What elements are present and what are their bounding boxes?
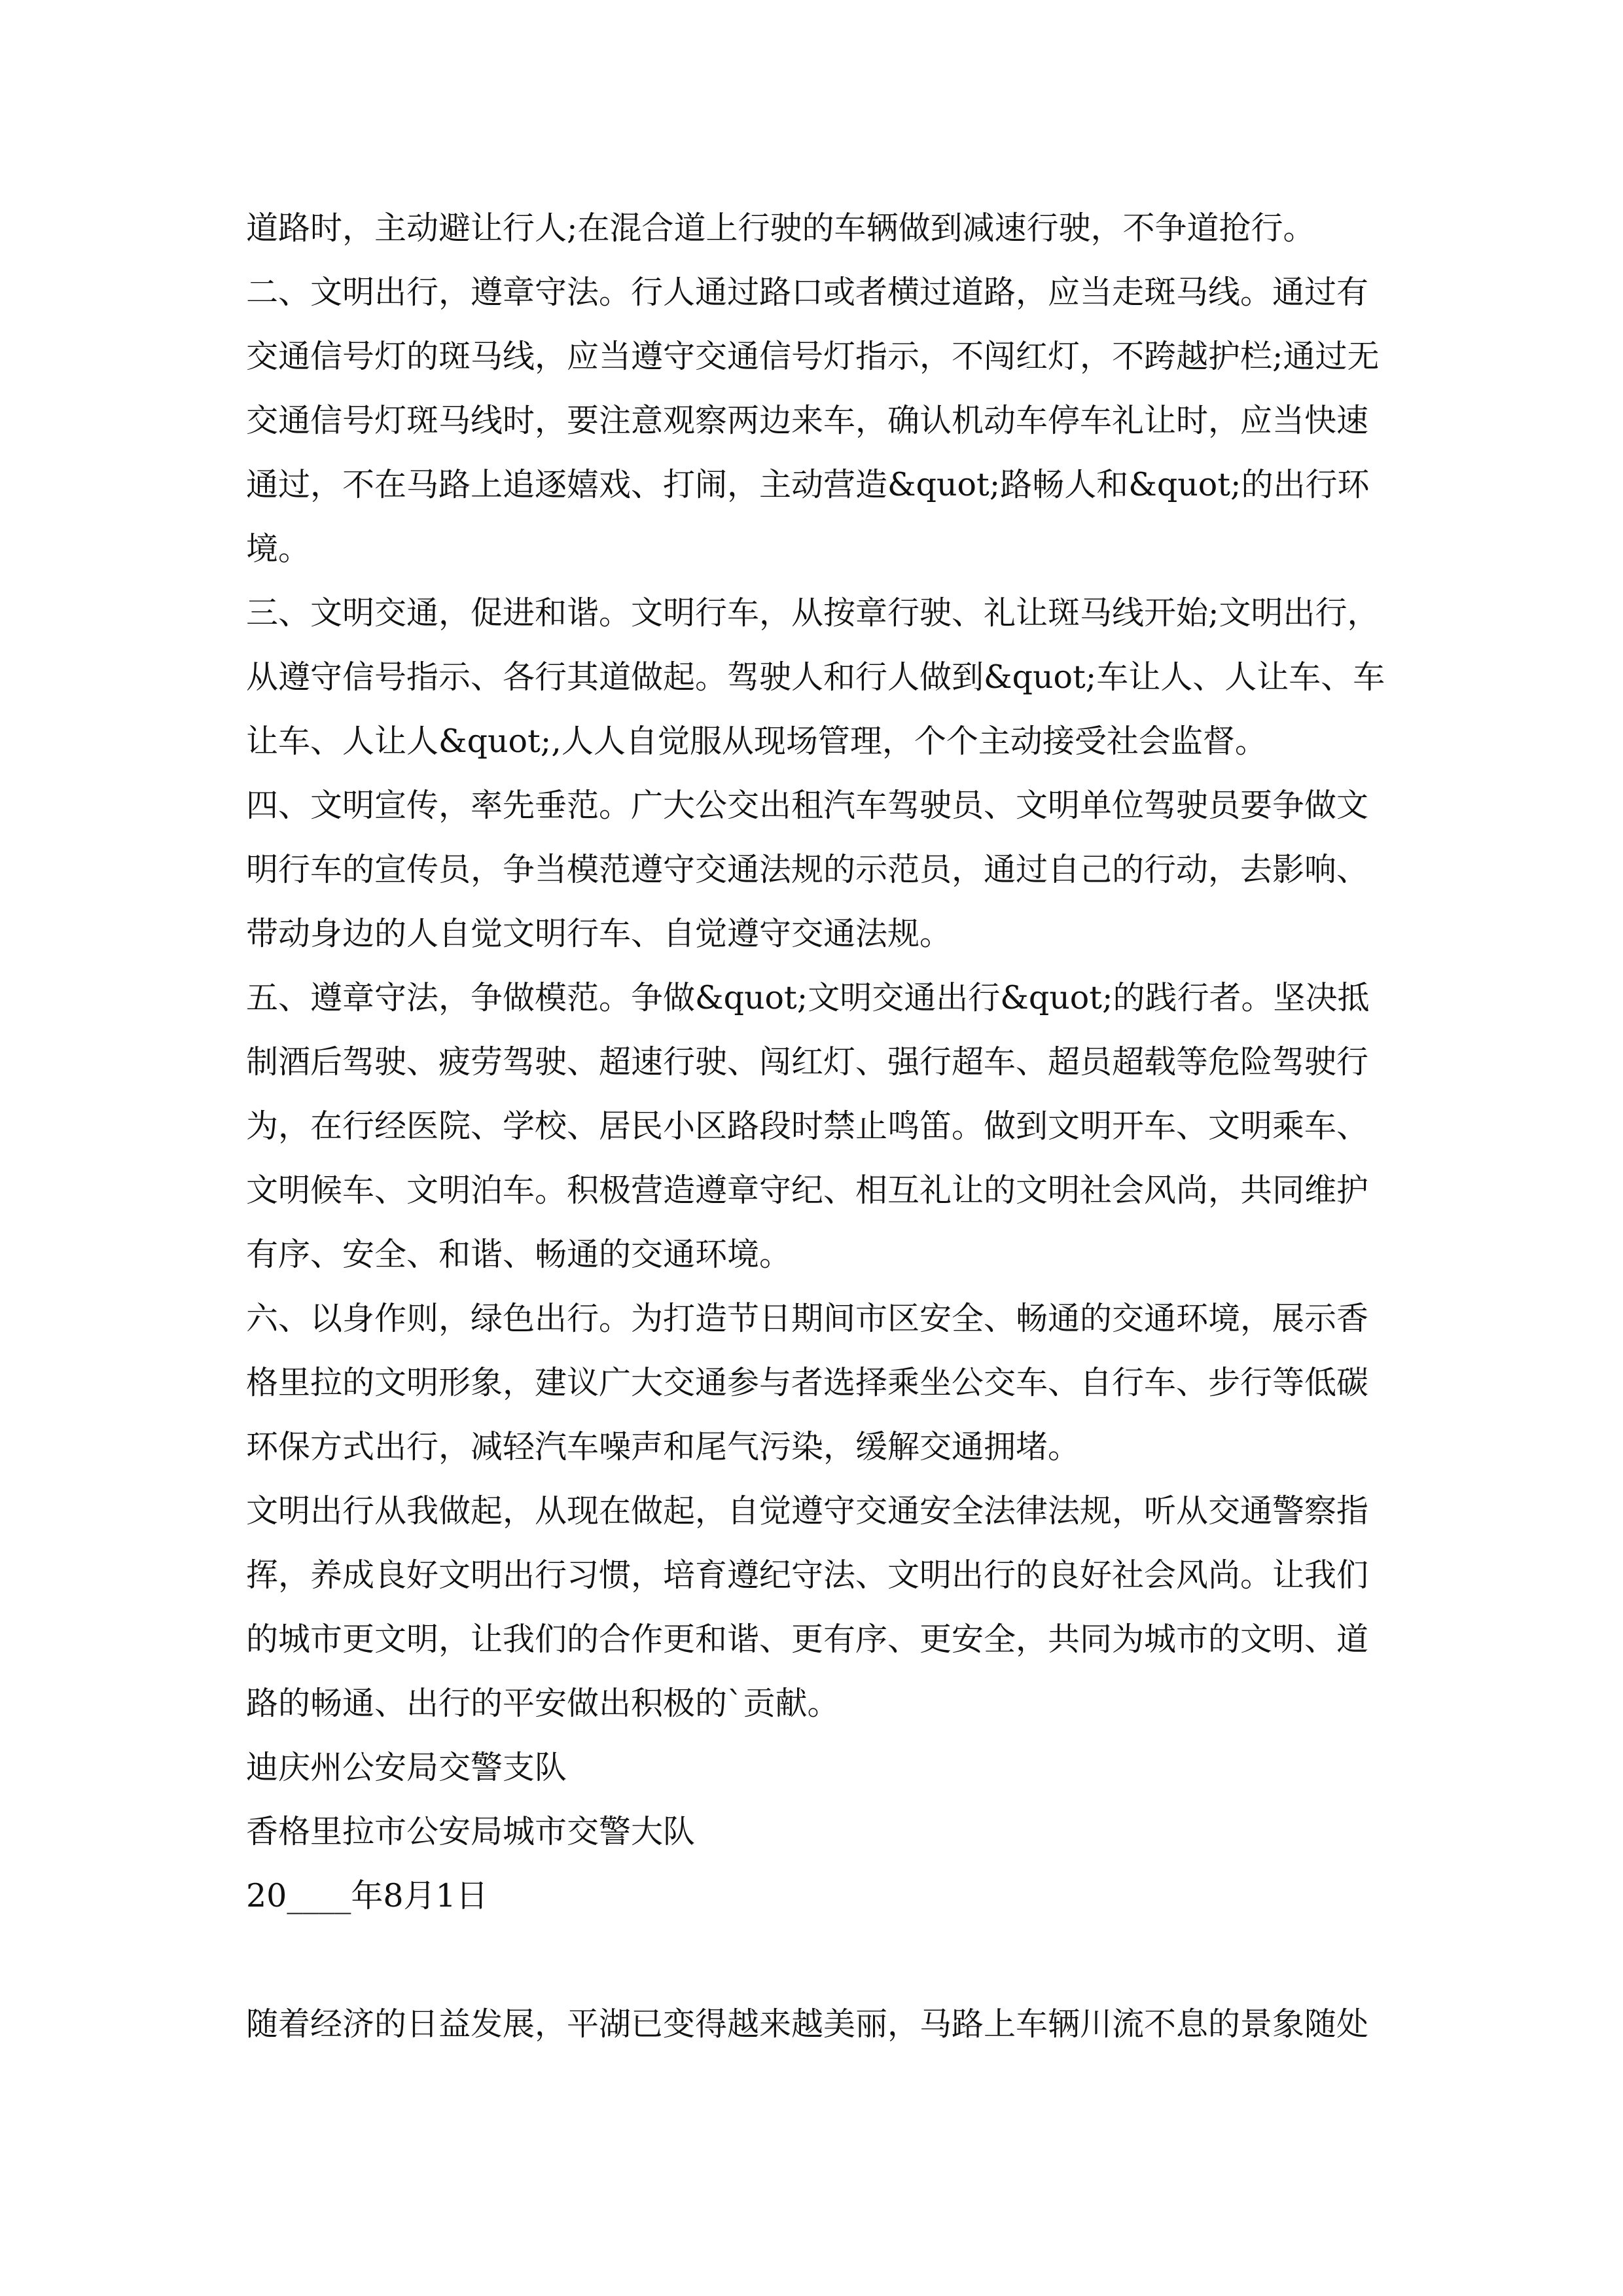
paragraph-section-four: 四、文明宣传，率先垂范。广大公交出租汽车驾驶员、文明单位驾驶员要争做文明行车的宣传员，争当模范遵守交通法规的示范员，通过自己的行动，去影响、带动身边的人自觉文明行车、自觉遵守交通法规。 <box>246 787 1369 952</box>
signature-org-2: 香格里拉市公安局城市交警大队 <box>246 1813 696 1850</box>
paragraph-continuation: 道路时，主动避让行人;在混合道上行驶的车辆做到减速行驶，不争道抢行。 <box>246 209 1315 247</box>
paragraph-closing: 文明出行从我做起，从现在做起，自觉遵守交通安全法律法规，听从交通警察指挥，养成良好文明出行习惯，培育遵纪守法、文明出行的良好社会风尚。让我们的城市更文明，让我们的合作更和谐、更有序、更安全，共同为城市的文明、道路的畅通、出行的平安做出积极的`贡献。 <box>246 1492 1369 1722</box>
paragraph-section-two: 二、文明出行，遵章守法。行人通过路口或者横过道路，应当走斑马线。通过有交通信号灯的斑马线，应当遵守交通信号灯指示，不闯红灯，不跨越护栏;通过无交通信号灯斑马线时，要注意观察两边来车，确认机动车停车礼让时，应当快速通过，不在马路上追逐嬉戏、打闹，主动营造&quot;路畅人和&quot;的出行环境。 <box>246 274 1380 567</box>
paragraph-gap <box>246 1928 1398 1992</box>
paragraph-section-five: 五、遵章守法，争做模范。争做&quot;文明交通出行&quot;的践行者。坚决抵制酒后驾驶、疲劳驾驶、超速行驶、闯红灯、强行超车、超员超载等危险驾驶行为，在行经医院、学校、居民小区路段时禁止鸣笛。做到文明开车、文明乘车、文明候车、文明泊车。积极营造遵章守纪、相互礼让的文明社会风尚，共同维护有序、安全、和谐、畅通的交通环境。 <box>246 979 1370 1273</box>
document-body <box>246 196 1398 2056</box>
signature-date: 20____年8月1日 <box>246 1877 488 1914</box>
paragraph-section-six: 六、以身作则，绿色出行。为打造节日期间市区安全、畅通的交通环境，展示香格里拉的文明形象，建议广大交通参与者选择乘坐公交车、自行车、步行等低碳环保方式出行，减轻汽车噪声和尾气污染，缓解交通拥堵。 <box>246 1300 1369 1465</box>
next-article-start: 随着经济的日益发展，平湖已变得越来越美丽，马路上车辆川流不息的景象随处 <box>246 2005 1369 2043</box>
signature-org-1: 迪庆州公安局交警支队 <box>246 1749 567 1786</box>
paragraph-section-three: 三、文明交通，促进和谐。文明行车，从按章行驶、礼让斑马线开始;文明出行，从遵守信号指示、各行其道做起。驾驶人和行人做到&quot;车让人、人让车、车让车、人让人&quot;,人人自觉服从现场管理，个个主动接受社会监督。 <box>246 594 1385 760</box>
